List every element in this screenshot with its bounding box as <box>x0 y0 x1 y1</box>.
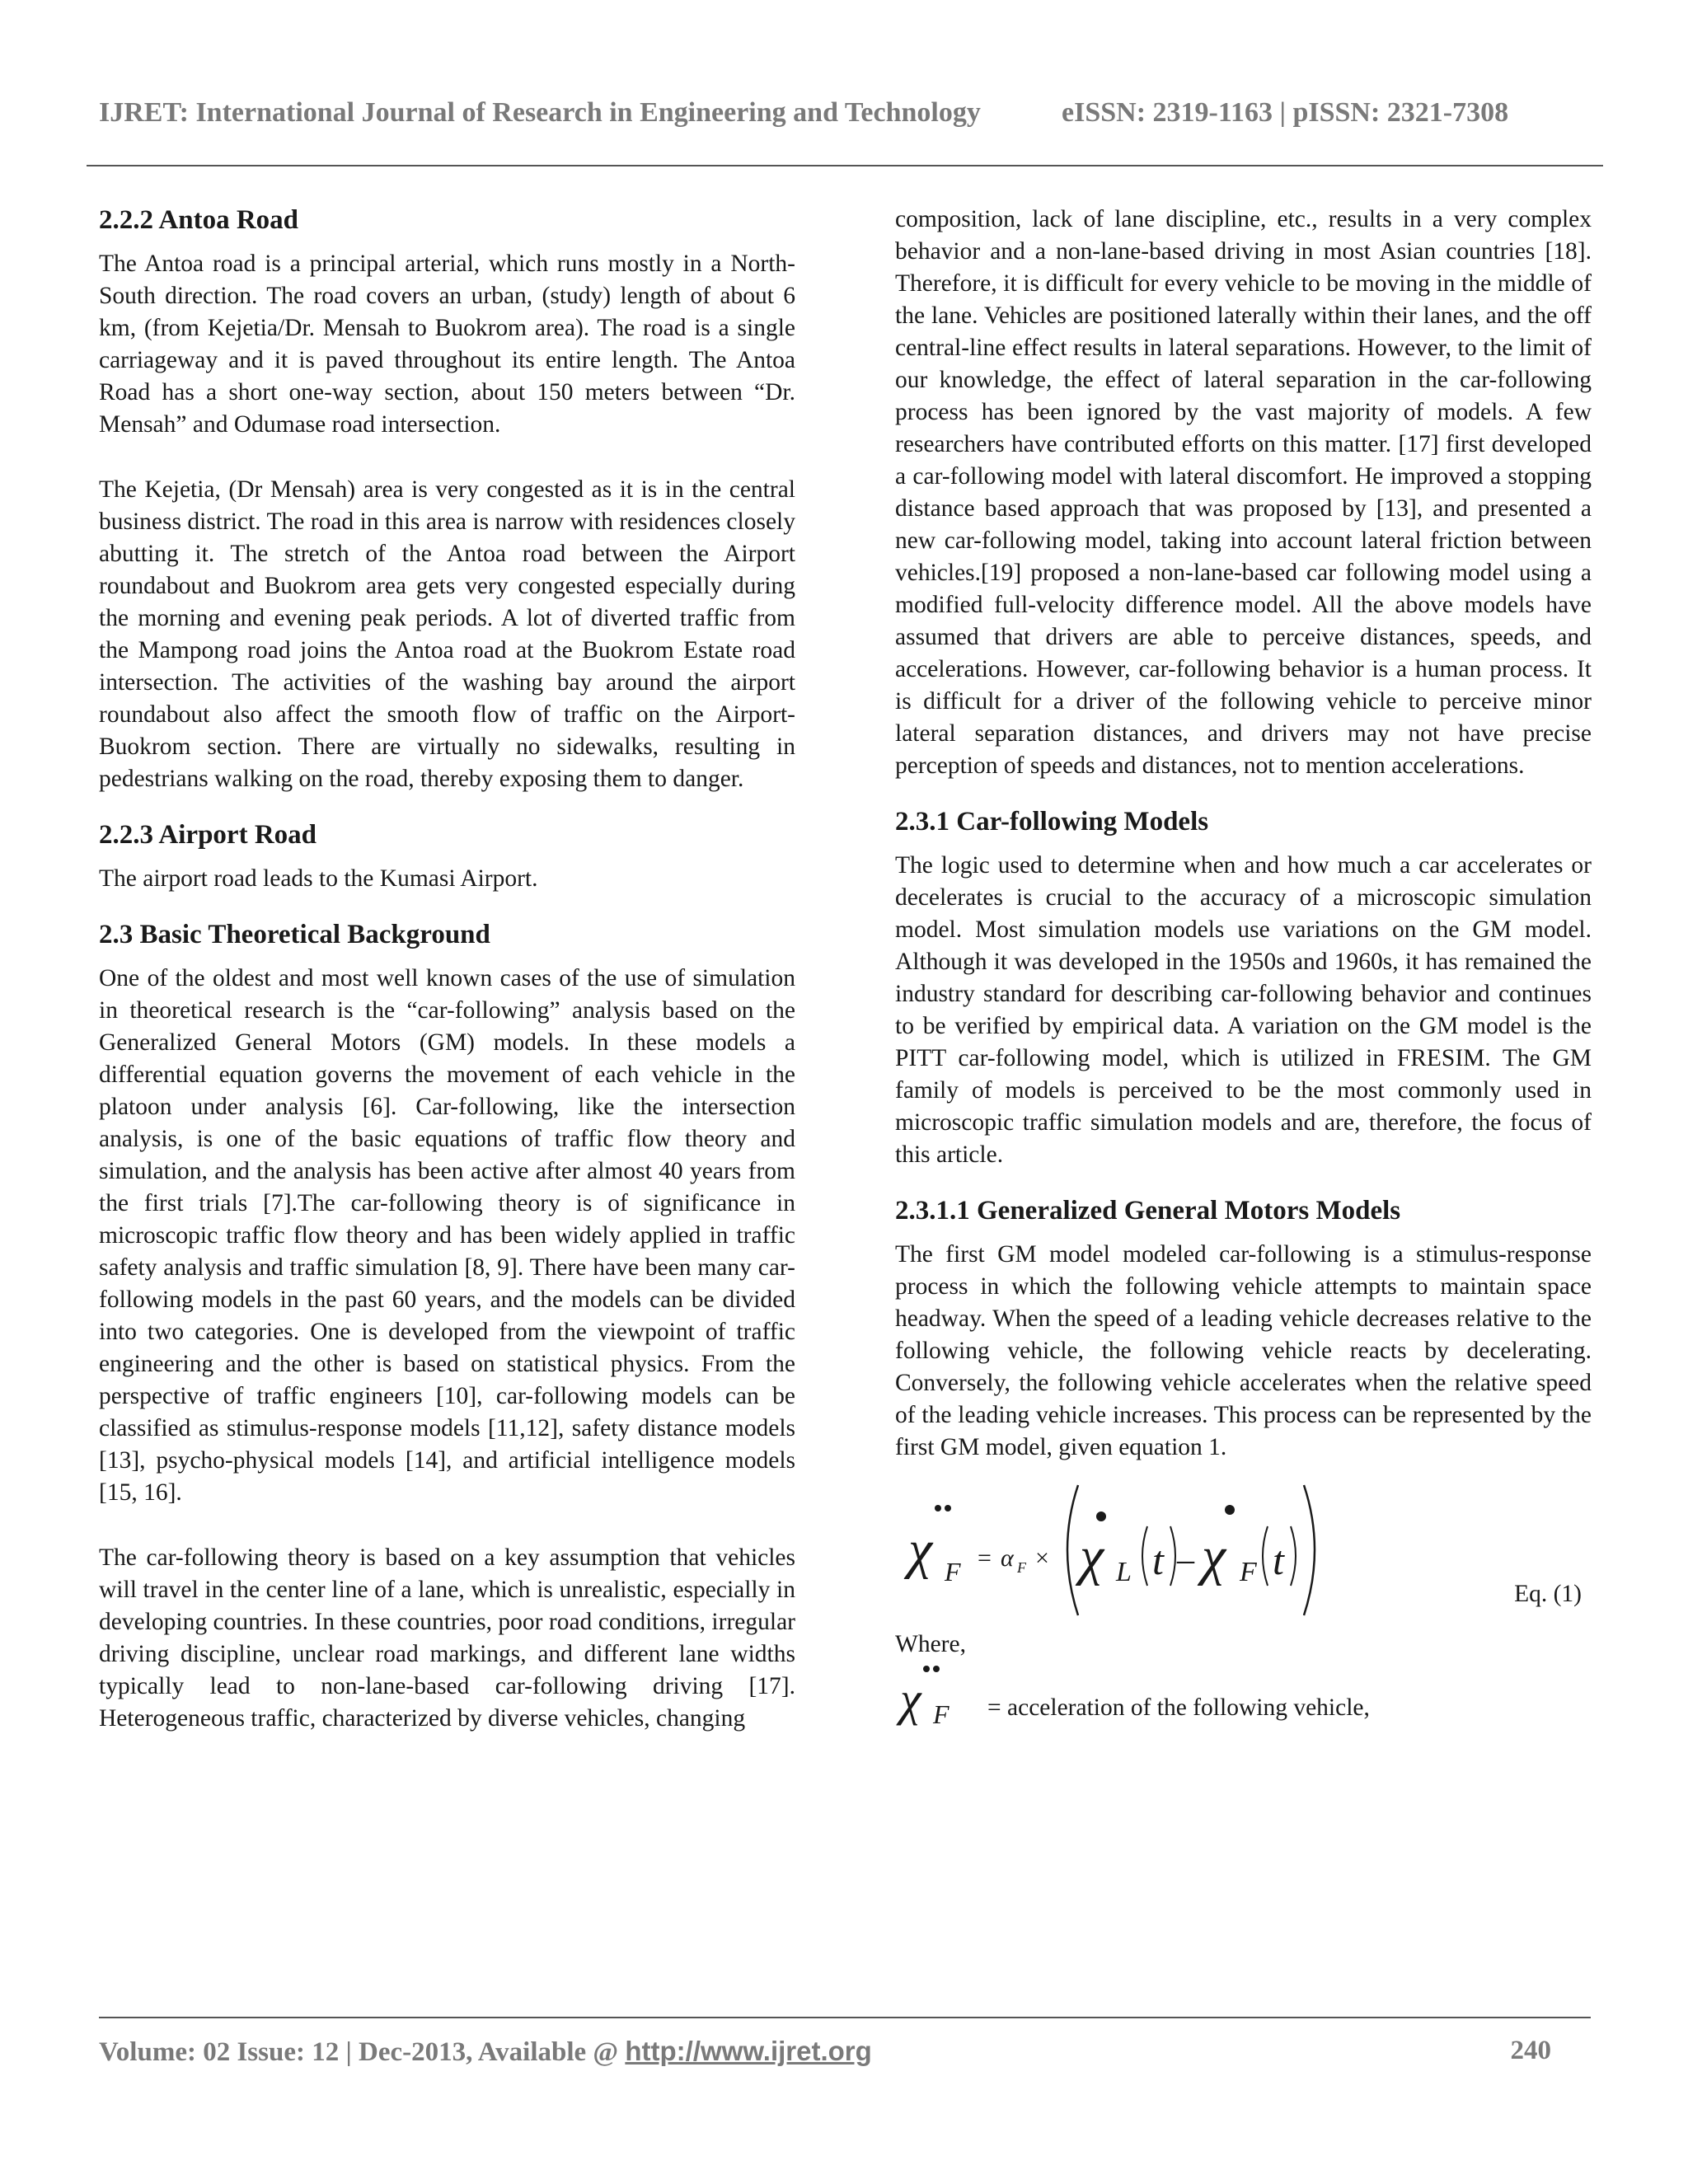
eq-lhs-var: χ <box>908 1520 933 1580</box>
paren-small <box>1263 1526 1268 1586</box>
journal-title: IJRET: International Journal of Research in Engineering and Technology <box>99 97 981 128</box>
eq-minus: – <box>1177 1541 1194 1579</box>
equation-graphic <box>895 1475 1489 1624</box>
definition-line <box>895 1661 1592 1730</box>
section-title-car-following-models: 2.3.1 Car-following Models <box>895 807 1209 837</box>
dot-mark <box>1225 1505 1235 1515</box>
eq-lhs-sub: F <box>945 1557 961 1586</box>
running-header <box>99 97 1591 129</box>
footer-rule <box>99 2017 1591 2018</box>
eq-alpha: α <box>1001 1544 1014 1572</box>
paragraph: The Antoa road is a principal arterial, which runs mostly in a North-South direction. The road covers an urban, (study) length of about 6 km, (from Kejetia/Dr. Mensah to Buokrom area). The road is a single carriageway and it is paved throughout its entire length. The Antoa Road has a short one-way section, about 150 meters between “Dr. Mensah” and Odumase road intersection. <box>99 251 795 438</box>
paren-small <box>1170 1526 1175 1586</box>
eq-x1: χ <box>1080 1526 1104 1586</box>
eq-alpha-sub: F <box>1017 1559 1026 1576</box>
eq-x2: χ <box>1202 1526 1226 1586</box>
equation-label: Eq. (1) <box>1514 1581 1582 1607</box>
double-dot-mark <box>935 1505 941 1511</box>
section-title-antoa-road: 2.2.2 Antoa Road <box>99 205 299 235</box>
eq-x2-sub: F <box>1240 1557 1257 1587</box>
eq-t2: t <box>1273 1537 1284 1583</box>
paragraph: The car-following theory is based on a key assumption that vehicles will travel in the center line of a lane, which is unrealistic, especially in developing countries. In these countries, poor road conditions, irregular driving discipline, unclear road markings, and different lane widths typically lead to non-lane-based car-following driving [17]. Heterogeneous traffic, characterized by diverse vehicles, changing <box>99 1544 795 1732</box>
eq-equals: = <box>978 1544 992 1572</box>
header-rule <box>87 165 1603 166</box>
eq-x1-sub: L <box>1116 1557 1132 1587</box>
paren-small <box>1142 1526 1147 1586</box>
double-dot-mark <box>945 1505 951 1511</box>
journal-link[interactable]: http://www.ijret.org <box>625 2036 872 2066</box>
definition-symbol <box>895 1661 986 1730</box>
running-footer <box>99 2036 1591 2068</box>
equation-1 <box>895 1475 1592 1624</box>
paren-left <box>1067 1485 1078 1615</box>
section-title-generalized-gm-models: 2.3.1.1 Generalized General Motors Models <box>895 1196 1401 1226</box>
right-column <box>895 204 1592 1730</box>
eq-times: × <box>1035 1544 1049 1572</box>
paragraph: The logic used to determine when and how much a car accelerates or decelerates is crucial to the accuracy of a microscopic simulation model. Most simulation models use variations on the GM model. Although it was developed in the 1950s and 1960s, it has remained the industry standard for describing car-following behavior and continues to be verified by empirical data. A variation on the GM model is the PITT car-following model, which is utilized in FRESIM. The GM family of models is perceived to be the most commonly used in microscopic traffic simulation models and are, therefore, the focus of this article. <box>895 852 1592 1168</box>
def-sub: F <box>933 1699 950 1729</box>
def-var: χ <box>900 1672 921 1726</box>
left-column <box>99 204 795 1735</box>
section-title-theoretical-background: 2.3 Basic Theoretical Background <box>99 920 490 949</box>
section-title-airport-road: 2.2.3 Airport Road <box>99 820 316 850</box>
where-label: Where, <box>895 1631 966 1657</box>
issn-info: eISSN: 2319-1163 | pISSN: 2321-7308 <box>1062 97 1509 128</box>
paragraph: One of the oldest and most well known cases of the use of simulation in theoretical research is the “car-following” analysis based on the Generalized General Motors (GM) models. In these models a differential equation governs the movement of each vehicle in the platoon under analysis [6]. Car-following, like the intersection analysis, is one of the basic equations of traffic flow theory and simulation, and the analysis has been active after almost 40 years from the first trials [7].The car-following theory is of significance in microscopic traffic flow theory and has been widely applied in traffic safety analysis and traffic simulation [8, 9]. There have been many car-following models in the past 60 years, and the models can be divided into two categories. One is developed from the viewpoint of traffic engineering and the other is based on statistical physics. From the perspective of traffic engineers [10], car-following models can be classified as stimulus-response models [11,12], safety distance models [13], psycho-physical models [14], and artificial intelligence models [15, 16]. <box>99 965 795 1506</box>
paragraph: The first GM model modeled car-following is a stimulus-response process in which the following vehicle attempts to maintain space headway. When the speed of a leading vehicle decreases relative to the following vehicle, the following vehicle reacts by decelerating. Conversely, the following vehicle accelerates when the relative speed of the leading vehicle increases. This process can be represented by the first GM model, given equation 1. <box>895 1241 1592 1460</box>
paragraph: The Kejetia, (Dr Mensah) area is very congested as it is in the central business district. The road in this area is narrow with residences closely abutting it. The stretch of the Antoa road between the Airport roundabout and Buokrom area gets very congested especially during the morning and evening peak periods. A lot of diverted traffic from the Mampong road joins the Antoa road at the Buokrom Estate road intersection. The activities of the washing bay around the airport roundabout also affect the smooth flow of traffic on the Airport-Buokrom section. There are virtually no sidewalks, resulting in pedestrians walking on the road, thereby exposing them to danger. <box>99 476 795 792</box>
paren-right <box>1304 1485 1315 1615</box>
paragraph: composition, lack of lane discipline, etc., results in a very complex behavior and a non-lane-based driving in most Asian countries [18]. Therefore, it is difficult for every vehicle to be moving in the middle of the lane. Vehicles are positioned laterally within their lanes, and the off central-line effect results in lateral separations. However, to the limit of our knowledge, the effect of lateral separation in the car-following process has been ignored by the vast majority of models. A few researchers have contributed efforts on this matter. [17] first developed a car-following model with lateral discomfort. He improved a stopping distance based approach that was proposed by [13], and presented a new car-following model, taking into account lateral friction between vehicles.[19] proposed a non-lane-based car following model using a modified full-velocity difference model. All the above models have assumed that drivers are able to perceive distances, speeds, and accelerations. However, car-following behavior is a human process. It is difficult for a driver of the following vehicle to perceive minor lateral separation distances, and drivers may not have precise perception of speeds and distances, not to mention accelerations. <box>895 206 1592 779</box>
paren-small <box>1291 1526 1296 1586</box>
definition-text: = acceleration of the following vehicle, <box>987 1694 1370 1721</box>
volume-info: Volume: 02 Issue: 12 | Dec-2013, Available @ <box>99 2037 626 2067</box>
eq-t1: t <box>1152 1537 1164 1583</box>
dot-mark <box>1096 1511 1106 1521</box>
paragraph: The airport road leads to the Kumasi Airport. <box>99 865 538 892</box>
page-number: 240 <box>1510 2036 1551 2065</box>
